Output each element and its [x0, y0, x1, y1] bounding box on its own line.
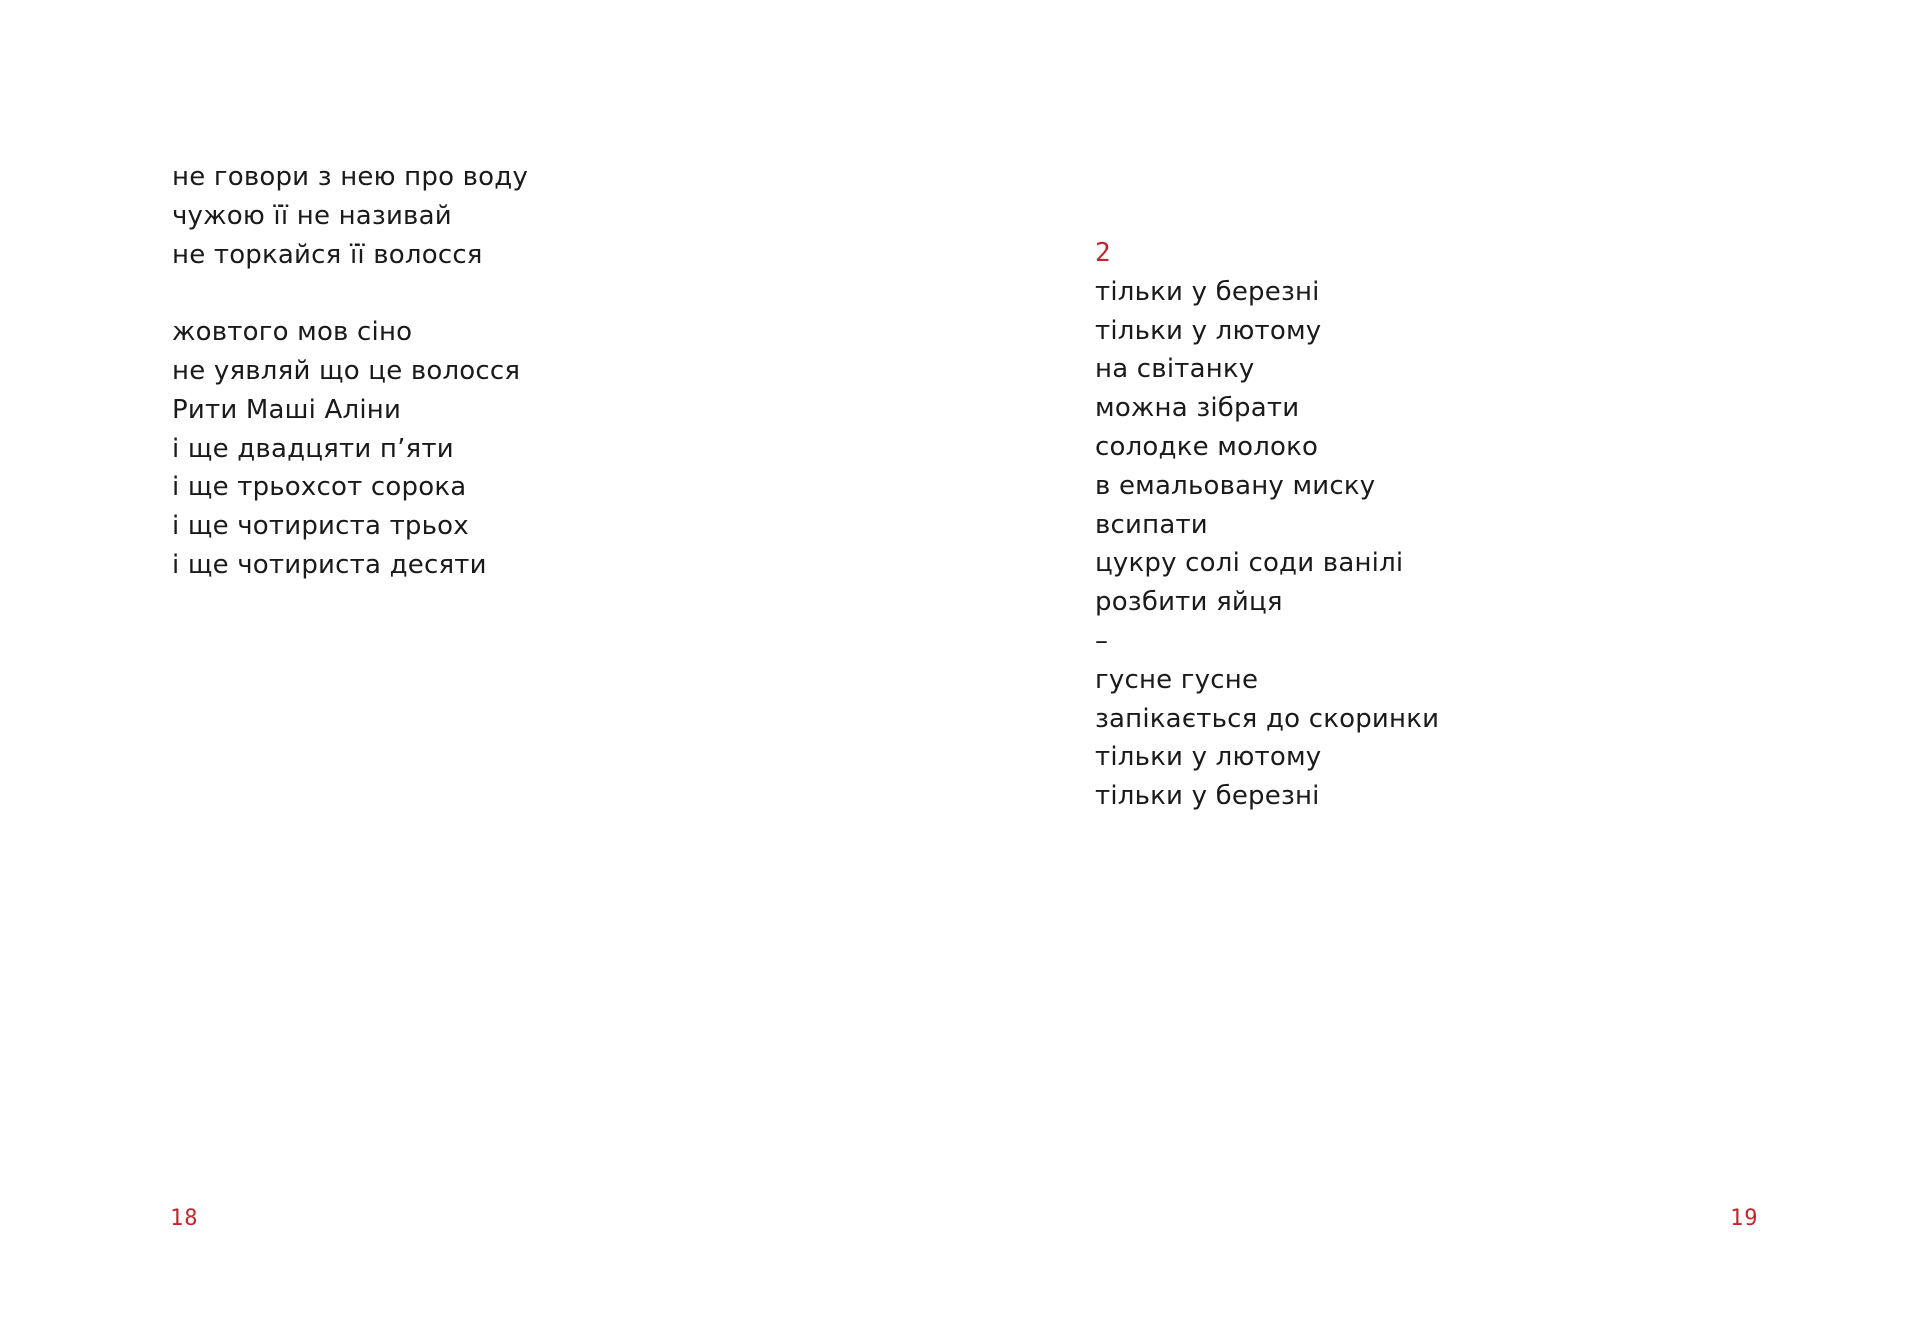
poem-line: тільки у березні	[1095, 276, 1320, 307]
poem-line: не уявляй що це волосся	[172, 355, 521, 386]
page-number-right: 19	[1730, 1206, 1759, 1231]
poem-line: солодке молоко	[1095, 431, 1319, 462]
poem-line: тільки у березні	[1095, 781, 1320, 812]
poem-line: розбити яйця	[1095, 587, 1283, 618]
poem-line: не говори з нею про воду	[172, 162, 529, 192]
poem-line: запікається до скоринки	[1095, 703, 1440, 734]
poem-line: і ще чотириста десяти	[172, 549, 487, 580]
poem-line: Рити Маші Аліни	[172, 394, 402, 425]
poem-line: всипати	[1095, 509, 1208, 540]
poem-line: цукру солі соди ванілі	[1095, 548, 1404, 579]
left-poem	[172, 158, 528, 585]
poem-line: можна зібрати	[1095, 393, 1300, 424]
poem-number: 2	[1095, 238, 1111, 268]
poem-line: не торкайся її волосся	[172, 239, 483, 270]
poem-line: і ще двадцяти п’яти	[172, 433, 454, 464]
poem-line: тільки у лютому	[1095, 315, 1322, 346]
poem-line: жовтого мов сіно	[172, 317, 413, 348]
poem-line: на світанку	[1095, 354, 1255, 385]
stanza-break	[172, 274, 528, 313]
poem-line: і ще трьохсот сорока	[172, 472, 467, 503]
page-number-left: 18	[170, 1206, 199, 1231]
poem-line: в емальовану миску	[1095, 470, 1376, 501]
poem-line: чужою її не називай	[172, 200, 452, 231]
poem-line: і ще чотириста трьох	[172, 511, 469, 542]
poem-line: тільки у лютому	[1095, 742, 1322, 773]
poem-line: –	[1095, 625, 1109, 656]
poem-line: гусне гусне	[1095, 664, 1259, 695]
right-poem	[1095, 234, 1439, 816]
right-page	[960, 0, 1920, 1328]
